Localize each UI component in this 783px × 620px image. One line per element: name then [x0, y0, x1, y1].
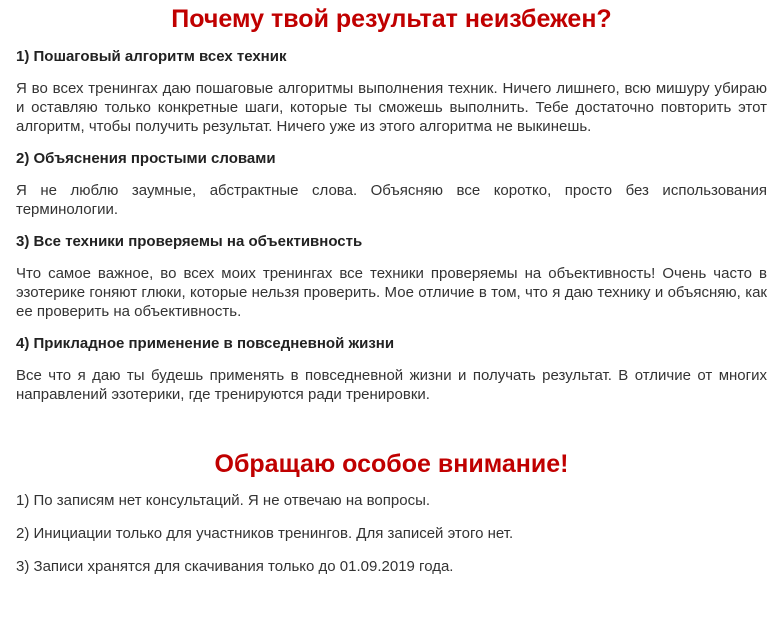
section-title-attention: Обращаю особое внимание!: [214, 450, 569, 478]
notices-list: [16, 491, 767, 576]
benefit-text-everyday: Все что я даю ты будешь применять в повседневной жизни и получать результат. В отличие от многих направлений эзотерики, где тренируются ради тренировки.: [16, 367, 767, 403]
benefit-text-algorithm: Я во всех тренингах даю пошаговые алгоритмы выполнения техник. Ничего лишнего, всю мишуру убираю и оставляю только конкретные шаги, которые ты сможешь выполнить. Тебе достаточно повторить этот алгоритм, чтобы получить результат. Ничего уже из этого алгоритма не выкинешь.: [16, 80, 767, 135]
section-title-why-result: Почему твой результат неизбежен?: [171, 5, 612, 33]
benefit-heading-algorithm: 1) Пошаговый алгоритм всех техник: [16, 48, 287, 65]
benefit-text-verifiable: Что самое важное, во всех моих тренингах все техники проверяемы на объективность! Очень часто в эзотерике гоняют глюки, которые нельзя проверить. Мое отличие в том, что я даю технику и объясняю, как ее проверить на объективность.: [16, 265, 767, 320]
notice-item-download-deadline: 3) Записи хранятся для скачивания только до 01.09.2019 года.: [16, 558, 454, 575]
benefits-list: [16, 48, 767, 404]
benefit-text-simple-words: Я не люблю заумные, абстрактные слова. Объясняю все коротко, просто без использования терминологии.: [16, 182, 767, 218]
notice-item-consultations: 1) По записям нет консультаций. Я не отвечаю на вопросы.: [16, 492, 431, 509]
benefit-heading-everyday: 4) Прикладное применение в повседневной жизни: [16, 335, 395, 352]
notice-item-initiations: 2) Инициации только для участников тренингов. Для записей этого нет.: [16, 525, 514, 542]
benefit-heading-simple-words: 2) Объяснения простыми словами: [16, 150, 276, 167]
benefit-heading-verifiable: 3) Все техники проверяемы на объективность: [16, 233, 363, 250]
